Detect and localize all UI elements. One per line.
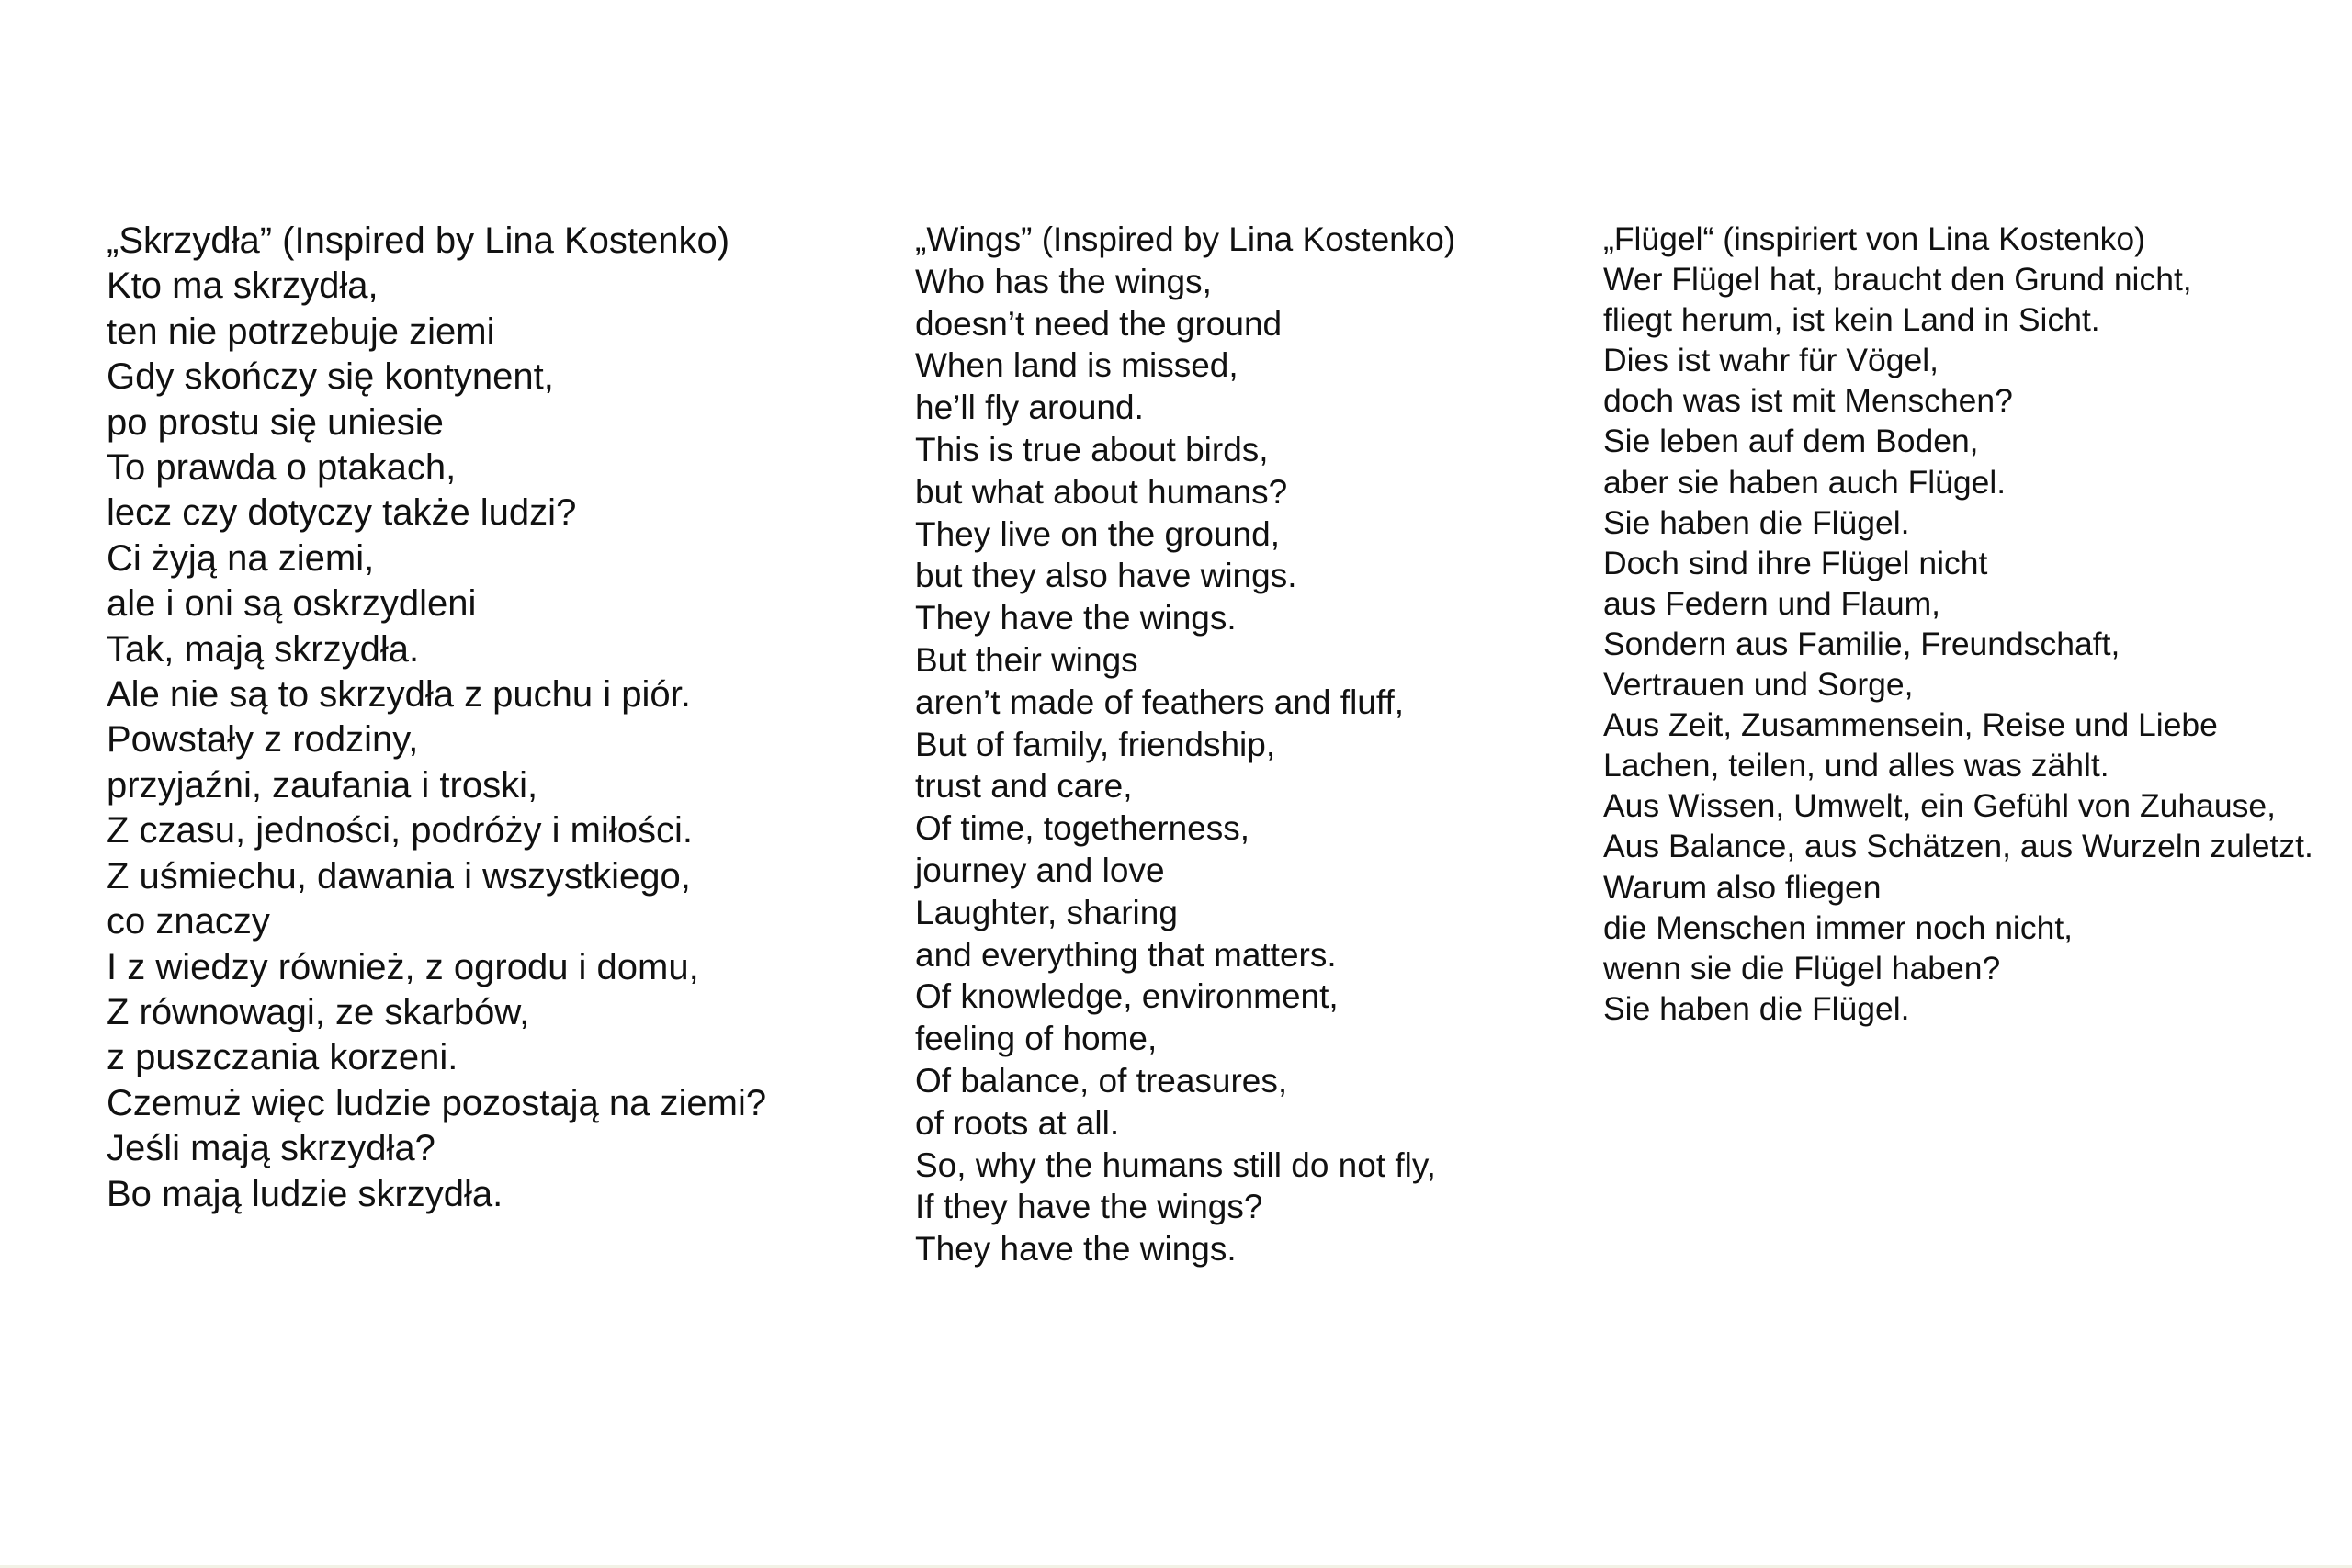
- poem-line: Ale nie są to skrzydła z puchu i piór.: [107, 674, 691, 716]
- poem-line: Aus Balance, aus Schätzen, aus Wurzeln zuletzt.: [1603, 828, 2313, 865]
- poem-line: This is true about birds,: [915, 430, 1269, 468]
- poem-line: But of family, friendship,: [915, 725, 1276, 763]
- poem-line: co znaczy: [107, 901, 270, 942]
- poem-line: Laughter, sharing: [915, 893, 1178, 931]
- poem-line: but what about humans?: [915, 472, 1288, 511]
- poem-line: Jeśli mają skrzydła?: [107, 1128, 435, 1169]
- poem-line: aber sie haben auch Flügel.: [1603, 463, 2007, 501]
- poem-line: Z równowagi, ze skarbów,: [107, 991, 530, 1032]
- poem-line: They have the wings.: [915, 599, 1237, 637]
- poem-title: „Skrzydła” (Inspired by Lina Kostenko): [107, 220, 730, 261]
- poem-line: Sie leben auf dem Boden,: [1603, 423, 1979, 460]
- poem-line: Aus Zeit, Zusammensein, Reise und Liebe: [1603, 706, 2218, 744]
- poem-line: Tak, mają skrzydła.: [107, 628, 420, 670]
- poem-line: Sie haben die Flügel.: [1603, 989, 1910, 1027]
- poem-line: ten nie potrzebuje ziemi: [107, 310, 495, 352]
- poem-line: Aus Wissen, Umwelt, ein Gefühl von Zuhause,: [1603, 787, 2277, 825]
- poem-line: Who has the wings,: [915, 262, 1212, 300]
- poem-line: Sondern aus Familie, Freundschaft,: [1603, 625, 2120, 662]
- poem-line: Of knowledge, environment,: [915, 977, 1339, 1016]
- poem-line: Bo mają ludzie skrzydła.: [107, 1173, 503, 1214]
- poem-line: wenn sie die Flügel haben?: [1603, 949, 2001, 987]
- poem-line: die Menschen immer noch nicht,: [1603, 908, 2074, 946]
- poem-title: „Flügel“ (inspiriert von Lina Kostenko): [1603, 220, 2145, 257]
- poem-line: When land is missed,: [915, 346, 1238, 385]
- poem-line: Doch sind ihre Flügel nicht: [1603, 544, 1988, 581]
- poem-german: [1603, 219, 2313, 1029]
- poem-line: journey and love: [915, 851, 1165, 889]
- poem-line: of roots at all.: [915, 1103, 1120, 1142]
- poem-line: Of balance, of treasures,: [915, 1061, 1288, 1100]
- poem-line: Z czasu, jedności, podróży i miłości.: [107, 810, 694, 852]
- poem-line: But their wings: [915, 640, 1138, 679]
- poem-line: If they have the wings?: [915, 1188, 1263, 1226]
- poem-line: trust and care,: [915, 767, 1133, 806]
- poem-line: aren’t made of feathers and fluff,: [915, 682, 1405, 721]
- poem-line: but they also have wings.: [915, 557, 1297, 595]
- poem-line: Dies ist wahr für Vögel,: [1603, 342, 1939, 379]
- poem-polish: [107, 219, 766, 1217]
- poem-line: Lachen, teilen, und alles was zählt.: [1603, 747, 2109, 784]
- poem-line: Warum also fliegen: [1603, 868, 1882, 906]
- poem-line: po prostu się uniesie: [107, 401, 444, 443]
- poem-line: Ci żyją na ziemi,: [107, 537, 375, 579]
- poem-line: Of time, togetherness,: [915, 809, 1250, 848]
- poem-line: They live on the ground,: [915, 514, 1280, 553]
- poem-line: doesn’t need the ground: [915, 304, 1283, 343]
- poem-line: Gdy skończy się kontynent,: [107, 356, 554, 398]
- poem-line: z puszczania korzeni.: [107, 1037, 458, 1078]
- poem-line: aus Federn und Flaum,: [1603, 584, 1941, 622]
- poem-line: Z uśmiechu, dawania i wszystkiego,: [107, 855, 691, 897]
- poem-english: [915, 219, 1455, 1270]
- poem-line: he’ll fly around.: [915, 389, 1144, 427]
- poem-line: To prawda o ptakach,: [107, 447, 457, 489]
- poem-line: Wer Flügel hat, braucht den Grund nicht,: [1603, 261, 2192, 299]
- poem-line: ale i oni są oskrzydleni: [107, 583, 477, 625]
- poem-line: I z wiedzy również, z ogrodu i domu,: [107, 946, 699, 987]
- poem-line: Powstały z rodziny,: [107, 719, 419, 761]
- poem-line: They have the wings.: [915, 1230, 1237, 1269]
- poem-line: lecz czy dotyczy także ludzi?: [107, 492, 577, 534]
- poem-line: doch was ist mit Menschen?: [1603, 382, 2013, 420]
- poem-line: przyjaźni, zaufania i troski,: [107, 764, 538, 806]
- poem-line: Vertrauen und Sorge,: [1603, 666, 1914, 704]
- poem-line: fliegt herum, ist kein Land in Sicht.: [1603, 301, 2100, 339]
- poem-line: feeling of home,: [915, 1020, 1158, 1058]
- poem-line: Sie haben die Flügel.: [1603, 503, 1910, 541]
- poem-line: Kto ma skrzydła,: [107, 265, 379, 307]
- poem-line: Czemuż więc ludzie pozostają na ziemi?: [107, 1082, 767, 1123]
- poem-line: and everything that matters.: [915, 935, 1337, 974]
- poem-line: So, why the humans still do not fly,: [915, 1145, 1436, 1184]
- poem-title: „Wings” (Inspired by Lina Kostenko): [915, 220, 1456, 258]
